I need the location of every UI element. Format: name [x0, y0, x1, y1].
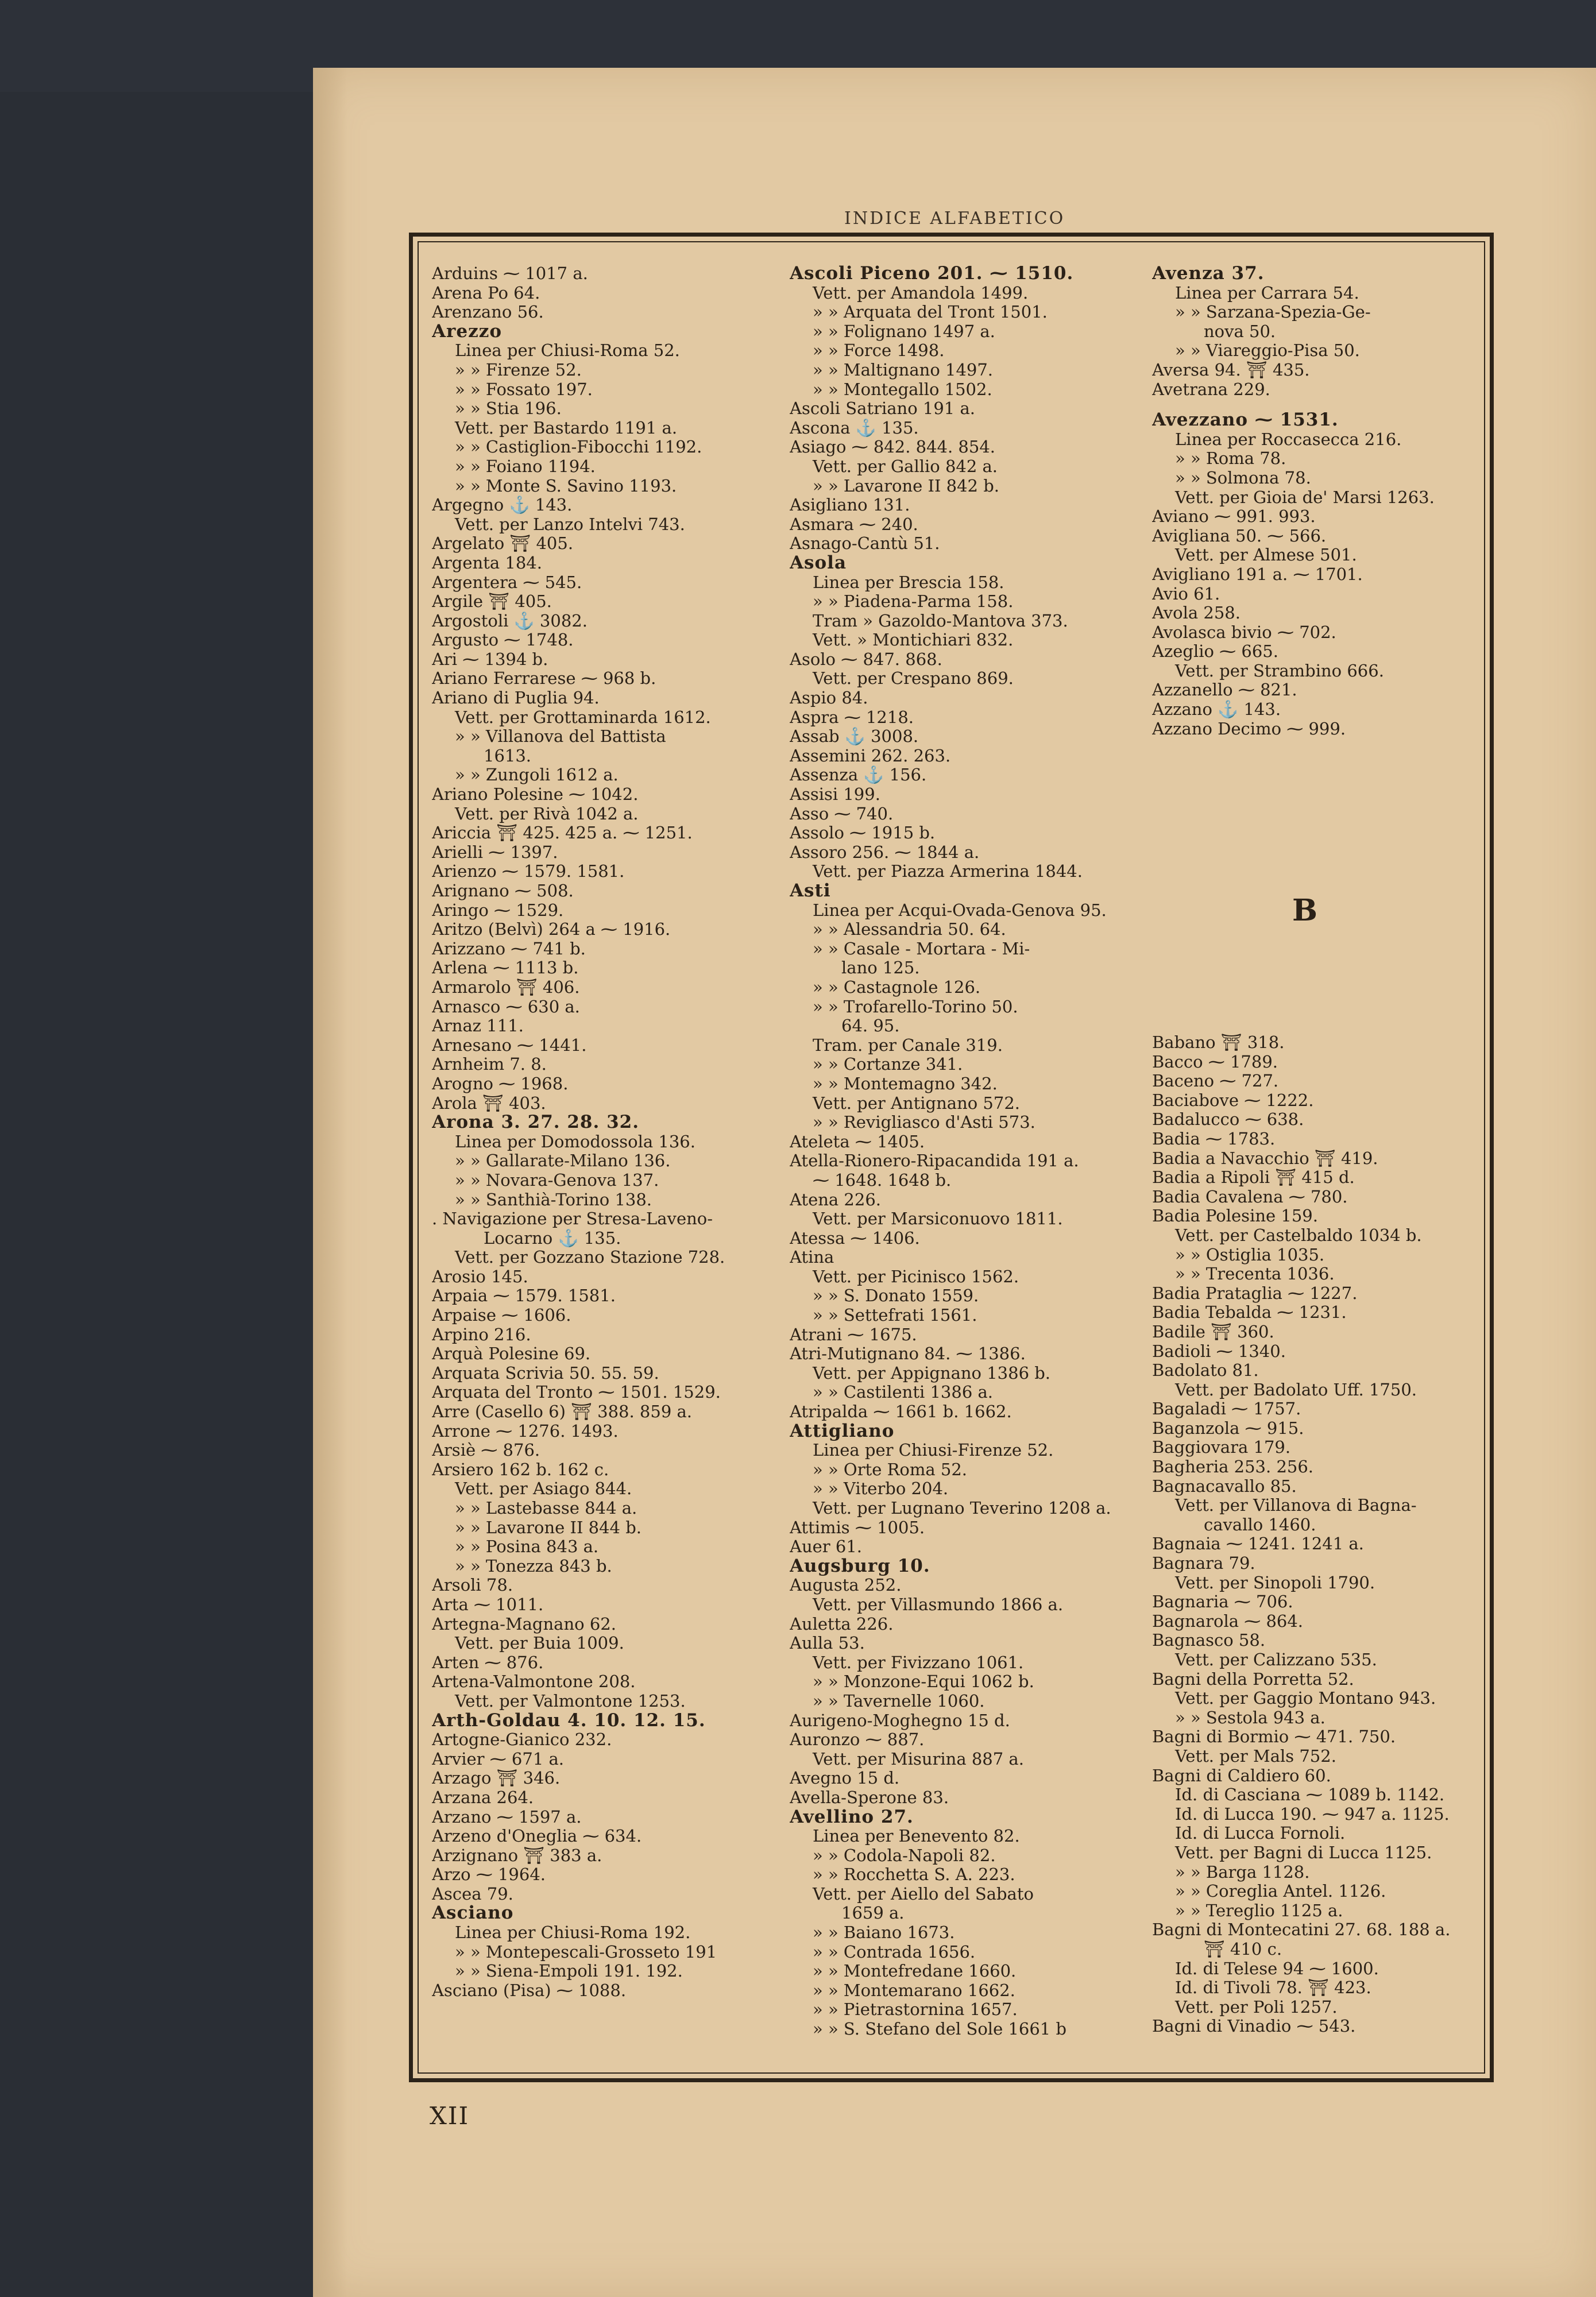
- index-entry: » » Barga 1128.: [1175, 1862, 1310, 1882]
- index-entry: Arsiero 162 b. 162 c.: [432, 1460, 609, 1479]
- index-entry: Vett. per Bastardo 1191 a.: [455, 418, 678, 438]
- index-entry: » » Ostiglia 1035.: [1175, 1245, 1325, 1264]
- index-entry: Vett. per Villanova di Bagna-: [1175, 1496, 1417, 1515]
- index-entry: » » Force 1498.: [813, 341, 945, 361]
- index-entry: Bacco ⁓ 1789.: [1152, 1052, 1278, 1072]
- index-entry: Arquà Polesine 69.: [432, 1344, 591, 1364]
- index-entry: Argegno ⚓ 143.: [432, 496, 573, 515]
- index-entry: Argusto ⁓ 1748.: [432, 631, 574, 650]
- index-entry: Argostoli ⚓ 3082.: [432, 611, 588, 631]
- index-entry: Tram. per Canale 319.: [813, 1035, 1003, 1055]
- index-entry: Baciabove ⁓ 1222.: [1152, 1091, 1314, 1110]
- index-entry: Vett. per Gozzano Stazione 728.: [455, 1248, 725, 1267]
- index-entry: Vett. per Mals 752.: [1175, 1746, 1336, 1766]
- index-entry: » » Viterbo 204.: [813, 1479, 949, 1499]
- index-entry: Arnesano ⁓ 1441.: [432, 1035, 587, 1055]
- index-entry: Avella-Sperone 83.: [790, 1788, 949, 1807]
- index-entry: Ariano Polesine ⁓ 1042.: [432, 785, 639, 805]
- index-entry: Vett. per Poli 1257.: [1175, 1997, 1338, 2017]
- index-entry: Asigliano 131.: [790, 496, 910, 515]
- section-letter-heading: B: [1292, 893, 1317, 928]
- index-entry: ⛩ 410 c.: [1204, 1939, 1282, 1959]
- index-heading-entry: Asola: [790, 553, 847, 573]
- index-entry: » » Novara-Genova 137.: [455, 1170, 659, 1190]
- index-entry: Arogno ⁓ 1968.: [432, 1074, 569, 1093]
- index-heading-entry: Avellino 27.: [790, 1807, 914, 1827]
- index-entry: » » Alessandria 50. 64.: [813, 920, 1006, 939]
- index-entry: Linea per Chiusi-Roma 52.: [455, 341, 680, 361]
- index-entry: » » Montegallo 1502.: [813, 380, 992, 399]
- index-entry: Arvier ⁓ 671 a.: [432, 1749, 565, 1769]
- index-entry: Arzago ⛩ 346.: [432, 1769, 561, 1788]
- page-gutter-shadow: [313, 68, 347, 2297]
- index-entry: 64. 95.: [841, 1016, 900, 1036]
- index-entry: Asmara ⁓ 240.: [790, 515, 918, 534]
- index-entry: Bagnasco 58.: [1152, 1631, 1266, 1650]
- index-entry: » » Contrada 1656.: [813, 1942, 976, 1962]
- index-entry: Vett. per Rivà 1042 a.: [455, 804, 639, 823]
- index-entry: Ascea 79.: [432, 1884, 513, 1904]
- index-entry: Badia ⁓ 1783.: [1152, 1129, 1276, 1148]
- index-entry: Auer 61.: [790, 1537, 862, 1557]
- index-entry: » » Coreglia Antel. 1126.: [1175, 1882, 1386, 1901]
- index-entry: Vett. » Montichiari 832.: [813, 631, 1014, 650]
- index-entry: Tram » Gazoldo-Mantova 373.: [813, 611, 1068, 631]
- index-entry: Vett. per Picinisco 1562.: [813, 1267, 1019, 1286]
- index-entry: Arosio 145.: [432, 1267, 528, 1286]
- index-entry: » » Zungoli 1612 a.: [455, 765, 619, 785]
- index-entry: » » Tereglio 1125 a.: [1175, 1901, 1343, 1920]
- index-column-2: [790, 264, 1134, 2039]
- index-entry: Ascoli Satriano 191 a.: [790, 399, 975, 419]
- index-entry: Linea per Acqui-Ovada-Genova 95.: [813, 900, 1107, 920]
- index-entry: Aviano ⁓ 991. 993.: [1152, 507, 1316, 527]
- index-entry: Badia Cavalena ⁓ 780.: [1152, 1187, 1348, 1206]
- index-entry: Avetrana 229.: [1152, 380, 1270, 399]
- index-entry: Bagaladi ⁓ 1757.: [1152, 1399, 1301, 1419]
- index-heading-entry: Avenza 37.: [1152, 264, 1265, 284]
- index-entry: » » Castilenti 1386 a.: [813, 1383, 994, 1402]
- index-entry: Avegno 15 d.: [790, 1769, 900, 1788]
- index-entry: Assoro 256. ⁓ 1844 a.: [790, 842, 980, 862]
- index-entry: » » Montemarano 1662.: [813, 1981, 1015, 2000]
- index-entry: Ascona ⚓ 135.: [790, 418, 919, 438]
- index-entry: Atri-Mutignano 84. ⁓ 1386.: [790, 1344, 1026, 1364]
- index-entry: Asciano (Pisa) ⁓ 1088.: [432, 1981, 627, 2000]
- index-entry: Assemini 262. 263.: [790, 746, 951, 765]
- index-entry: » » S. Donato 1559.: [813, 1286, 979, 1306]
- index-entry: » » Settefrati 1561.: [813, 1306, 977, 1325]
- index-entry: Id. di Casciana ⁓ 1089 b. 1142.: [1175, 1785, 1445, 1805]
- index-column-3-section-b: [1152, 1033, 1491, 2036]
- index-entry: Badalucco ⁓ 638.: [1152, 1110, 1304, 1130]
- page-number: XII: [430, 2102, 470, 2130]
- index-entry: Aurigeno-Moghegno 15 d.: [790, 1711, 1010, 1730]
- index-entry: Vett. per Crespano 869.: [813, 669, 1014, 689]
- index-entry: Arienzo ⁓ 1579. 1581.: [432, 862, 625, 881]
- index-entry: Arsoli 78.: [432, 1576, 513, 1595]
- index-entry: Arlena ⁓ 1113 b.: [432, 958, 579, 978]
- index-entry: Vett. per Badolato Uff. 1750.: [1175, 1380, 1417, 1399]
- index-heading-entry: Ascoli Piceno 201. ⁓ 1510.: [790, 264, 1074, 284]
- index-entry: Linea per Benevento 82.: [813, 1827, 1020, 1846]
- index-entry: Vett. per Marsiconuovo 1811.: [813, 1209, 1063, 1229]
- index-entry: » » Sarzana-Spezia-Ge-: [1175, 303, 1371, 322]
- index-entry: Vett. per Appignano 1386 b.: [813, 1363, 1051, 1383]
- index-entry: » » Casale - Mortara - Mi-: [813, 939, 1030, 958]
- index-entry: Assenza ⚓ 156.: [790, 765, 927, 785]
- index-entry: » » Trecenta 1036.: [1175, 1264, 1335, 1284]
- index-entry: Argentera ⁓ 545.: [432, 573, 582, 592]
- index-entry: Aspio 84.: [790, 689, 868, 708]
- index-entry: » » Stia 196.: [455, 399, 562, 419]
- index-entry: Argenta 184.: [432, 553, 542, 573]
- index-entry: » » Foiano 1194.: [455, 457, 596, 476]
- index-entry: Aulla 53.: [790, 1634, 865, 1653]
- index-entry: Arquata Scrivia 50. 55. 59.: [432, 1363, 659, 1383]
- index-entry: » » Maltignano 1497.: [813, 360, 994, 380]
- index-entry: Arzano ⁓ 1597 a.: [432, 1807, 582, 1827]
- index-entry: Baggiovara 179.: [1152, 1438, 1291, 1457]
- index-entry: Atena 226.: [790, 1190, 882, 1209]
- index-entry: » » Villanova del Battista: [455, 727, 666, 747]
- index-entry: Bagnaia ⁓ 1241. 1241 a.: [1152, 1534, 1364, 1554]
- index-entry: Vett. per Lanzo Intelvi 743.: [455, 515, 685, 534]
- index-entry: Linea per Roccasecca 216.: [1175, 430, 1402, 449]
- index-entry: . Navigazione per Stresa-Laveno-: [432, 1209, 713, 1229]
- index-entry: » » Lastebasse 844 a.: [455, 1499, 637, 1518]
- index-entry: Badia Polesine 159.: [1152, 1206, 1318, 1226]
- index-entry: » » Santhià-Torino 138.: [455, 1190, 652, 1209]
- index-entry: Assab ⚓ 3008.: [790, 727, 919, 747]
- index-entry: Bagnarola ⁓ 864.: [1152, 1611, 1304, 1631]
- index-entry: Bagni della Porretta 52.: [1152, 1669, 1354, 1689]
- index-entry: » » Castagnole 126.: [813, 977, 981, 997]
- index-entry: Avola 258.: [1152, 604, 1241, 623]
- index-entry: Bagnacavallo 85.: [1152, 1476, 1297, 1496]
- index-entry: Badia a Ripoli ⛩ 415 d.: [1152, 1168, 1355, 1188]
- index-entry: lano 125.: [841, 958, 920, 978]
- index-heading-entry: Avezzano ⁓ 1531.: [1152, 411, 1339, 430]
- index-entry: Bagnaria ⁓ 706.: [1152, 1592, 1293, 1612]
- index-entry: » » Sestola 943 a.: [1175, 1708, 1326, 1727]
- index-entry: nova 50.: [1204, 322, 1276, 341]
- index-entry: » » Tonezza 843 b.: [455, 1556, 612, 1576]
- index-entry: Linea per Chiusi-Firenze 52.: [813, 1441, 1054, 1460]
- index-entry: Augusta 252.: [790, 1576, 902, 1595]
- index-entry: Artogne-Gianico 232.: [432, 1730, 612, 1750]
- index-entry: » » Rocchetta S. A. 223.: [813, 1865, 1015, 1885]
- index-entry: Arpaise ⁓ 1606.: [432, 1306, 571, 1325]
- index-entry: Arnaz 111.: [432, 1016, 524, 1036]
- index-entry: Azzano Decimo ⁓ 999.: [1152, 719, 1346, 738]
- index-entry: » » Monte S. Savino 1193.: [455, 476, 677, 496]
- index-entry: Arrone ⁓ 1276. 1493.: [432, 1421, 619, 1441]
- index-entry: Vett. per Aiello del Sabato: [813, 1884, 1034, 1904]
- index-column-3: [1152, 264, 1491, 738]
- index-entry: » » Lavarone II 844 b.: [455, 1518, 642, 1537]
- index-heading-entry: Arth-Goldau 4. 10. 12. 15.: [432, 1711, 706, 1731]
- index-entry: Arpaia ⁓ 1579. 1581.: [432, 1286, 616, 1306]
- index-entry: Vett. per Amandola 1499.: [813, 283, 1029, 303]
- index-entry: Linea per Chiusi-Roma 192.: [455, 1923, 691, 1943]
- index-entry: Atina: [790, 1248, 834, 1267]
- index-entry: Arizzano ⁓ 741 b.: [432, 939, 586, 958]
- index-entry: » » Monzone-Equi 1062 b.: [813, 1672, 1034, 1692]
- index-entry: Arnasco ⁓ 630 a.: [432, 997, 580, 1016]
- index-entry: Auronzo ⁓ 887.: [790, 1730, 925, 1750]
- index-entry: Bagni di Bormio ⁓ 471. 750.: [1152, 1727, 1396, 1747]
- index-entry: Artegna-Magnano 62.: [432, 1614, 616, 1634]
- index-entry: Vett. per Sinopoli 1790.: [1175, 1573, 1375, 1592]
- index-entry: Badia Prataglia ⁓ 1227.: [1152, 1283, 1358, 1303]
- index-entry: [1152, 399, 1491, 411]
- index-entry: Bagni di Montecatini 27. 68. 188 a.: [1152, 1920, 1451, 1940]
- index-entry: Arta ⁓ 1011.: [432, 1595, 544, 1614]
- index-heading-entry: Arezzo: [432, 322, 502, 342]
- index-entry: Bagnara 79.: [1152, 1554, 1255, 1573]
- index-entry: » » Castiglion-Fibocchi 1192.: [455, 438, 702, 457]
- index-entry: Arpino 216.: [432, 1325, 531, 1344]
- index-entry: Vett. per Gioia de' Marsi 1263.: [1175, 488, 1435, 507]
- index-entry: Babano ⛩ 318.: [1152, 1033, 1285, 1052]
- index-entry: Vett. per Strambino 666.: [1175, 661, 1384, 680]
- index-entry: Vett. per Valmontone 1253.: [455, 1691, 686, 1711]
- index-entry: Vett. per Castelbaldo 1034 b.: [1175, 1225, 1422, 1245]
- index-entry: Arnheim 7. 8.: [432, 1055, 547, 1074]
- index-entry: 1659 a.: [841, 1904, 905, 1923]
- index-entry: Atripalda ⁓ 1661 b. 1662.: [790, 1402, 1012, 1422]
- index-entry: Arola ⛩ 403.: [432, 1093, 546, 1113]
- index-entry: » » Fossato 197.: [455, 380, 593, 399]
- index-entry: Arzeno d'Oneglia ⁓ 634.: [432, 1827, 642, 1846]
- index-entry: Badile ⛩ 360.: [1152, 1322, 1274, 1341]
- index-heading-entry: Arona 3. 27. 28. 32.: [432, 1113, 640, 1132]
- index-entry: Ari ⁓ 1394 b.: [432, 649, 548, 669]
- index-entry: Vett. per Piazza Armerina 1844.: [813, 862, 1083, 881]
- index-entry: Aversa 94. ⛩ 435.: [1152, 360, 1310, 380]
- index-entry: » » Firenze 52.: [455, 360, 582, 380]
- index-entry: Arenzano 56.: [432, 303, 544, 322]
- index-heading-entry: Attigliano: [790, 1421, 895, 1441]
- index-entry: » » Pietrastornina 1657.: [813, 2000, 1018, 2020]
- index-heading-entry: Asciano: [432, 1904, 514, 1924]
- index-entry: Atrani ⁓ 1675.: [790, 1325, 917, 1344]
- index-entry: cavallo 1460.: [1204, 1515, 1316, 1534]
- index-column-1: [432, 264, 776, 2000]
- index-entry: Armarolo ⛩ 406.: [432, 977, 580, 997]
- index-entry: Ateleta ⁓ 1405.: [790, 1132, 925, 1151]
- index-entry: Ariccia ⛩ 425. 425 a. ⁓ 1251.: [432, 823, 693, 843]
- index-entry: Arsiè ⁓ 876.: [432, 1441, 540, 1460]
- index-entry: » » Montemagno 342.: [813, 1074, 998, 1093]
- index-entry: Auletta 226.: [790, 1614, 894, 1634]
- index-entry: Baganzola ⁓ 915.: [1152, 1418, 1304, 1438]
- index-entry: Arzana 264.: [432, 1788, 534, 1807]
- index-entry: Vett. per Misurina 887 a.: [813, 1749, 1024, 1769]
- index-entry: Assolo ⁓ 1915 b.: [790, 823, 936, 843]
- index-entry: ⁓ 1648. 1648 b.: [813, 1170, 952, 1190]
- index-entry: Avigliano 191 a. ⁓ 1701.: [1152, 564, 1363, 584]
- index-entry: Linea per Carrara 54.: [1175, 283, 1359, 303]
- index-entry: » » Baiano 1673.: [813, 1923, 955, 1943]
- index-entry: Avio 61.: [1152, 584, 1220, 604]
- index-entry: Aritzo (Belvì) 264 a ⁓ 1916.: [432, 920, 671, 939]
- index-entry: » » Gallarate-Milano 136.: [455, 1151, 671, 1171]
- index-entry: » » Piadena-Parma 158.: [813, 592, 1014, 612]
- index-entry: » » S. Stefano del Sole 1661 b: [813, 2020, 1067, 2039]
- index-entry: Argelato ⛩ 405.: [432, 534, 574, 554]
- index-entry: Badia Tebalda ⁓ 1231.: [1152, 1303, 1347, 1322]
- index-entry: Vett. per Antignano 572.: [813, 1093, 1020, 1113]
- index-entry: Locarno ⚓ 135.: [484, 1228, 621, 1248]
- index-entry: Vett. per Asiago 844.: [455, 1479, 632, 1499]
- index-entry: Id. di Lucca Fornoli.: [1175, 1824, 1346, 1843]
- index-entry: Id. di Lucca 190. ⁓ 947 a. 1125.: [1175, 1804, 1450, 1824]
- index-entry: Vett. per Calizzano 535.: [1175, 1650, 1377, 1669]
- index-entry: » » Tavernelle 1060.: [813, 1691, 985, 1711]
- index-heading-entry: Asti: [790, 881, 831, 901]
- index-entry: » » Viareggio-Pisa 50.: [1175, 341, 1360, 361]
- index-entry: » » Roma 78.: [1175, 449, 1286, 469]
- index-entry: Linea per Brescia 158.: [813, 573, 1004, 592]
- index-entry: Avigliana 50. ⁓ 566.: [1152, 526, 1327, 546]
- index-entry: Vett. per Bagni di Lucca 1125.: [1175, 1843, 1432, 1862]
- index-entry: » » Siena-Empoli 191. 192.: [455, 1962, 683, 1981]
- index-entry: Arzo ⁓ 1964.: [432, 1865, 546, 1885]
- index-entry: Ariano Ferrarese ⁓ 968 b.: [432, 669, 656, 689]
- index-entry: Badolato 81.: [1152, 1361, 1259, 1380]
- index-entry: Badioli ⁓ 1340.: [1152, 1341, 1286, 1361]
- index-entry: Assisi 199.: [790, 785, 880, 805]
- index-entry: Asso ⁓ 740.: [790, 804, 894, 823]
- index-entry: » » Montepescali-Grosseto 191: [455, 1942, 717, 1962]
- index-entry: Azeglio ⁓ 665.: [1152, 642, 1278, 662]
- index-entry: Vett. per Grottaminarda 1612.: [455, 707, 711, 727]
- index-entry: Aspra ⁓ 1218.: [790, 707, 914, 727]
- index-entry: Arzignano ⛩ 383 a.: [432, 1846, 602, 1865]
- index-entry: Arielli ⁓ 1397.: [432, 842, 558, 862]
- index-entry: Vett. per Lugnano Teverino 1208 a.: [813, 1499, 1111, 1518]
- index-entry: » » Montefredane 1660.: [813, 1962, 1017, 1981]
- index-entry: Azzanello ⁓ 821.: [1152, 680, 1297, 700]
- index-entry: Linea per Domodossola 136.: [455, 1132, 695, 1151]
- index-entry: Avolasca bivio ⁓ 702.: [1152, 622, 1336, 642]
- index-entry: » » Folignano 1497 a.: [813, 322, 995, 341]
- running-head: INDICE ALFABETICO: [844, 208, 1065, 229]
- index-entry: Argile ⛩ 405.: [432, 592, 552, 612]
- index-entry: Bagni di Vinadio ⁓ 543.: [1152, 2017, 1356, 2036]
- index-entry: » » Revigliasco d'Asti 573.: [813, 1113, 1035, 1132]
- index-entry: Arignano ⁓ 508.: [432, 881, 574, 900]
- index-entry: » » Trofarello-Torino 50.: [813, 997, 1018, 1016]
- index-entry: Atessa ⁓ 1406.: [790, 1228, 920, 1248]
- index-entry: Id. di Telese 94 ⁓ 1600.: [1175, 1959, 1379, 1978]
- index-entry: Badia a Navacchio ⛩ 419.: [1152, 1148, 1378, 1168]
- index-entry: Bagni di Caldiero 60.: [1152, 1766, 1331, 1785]
- index-entry: Atella-Rionero-Ripacandida 191 a.: [790, 1151, 1079, 1171]
- index-entry: Vett. per Gallio 842 a.: [813, 457, 998, 476]
- index-entry: Bagheria 253. 256.: [1152, 1457, 1314, 1477]
- index-entry: Ariano di Puglia 94.: [432, 689, 600, 708]
- index-entry: Vett. per Gaggio Montano 943.: [1175, 1689, 1436, 1708]
- index-entry: Arena Po 64.: [432, 283, 540, 303]
- index-entry: 1613.: [484, 746, 532, 765]
- index-entry: » » Lavarone II 842 b.: [813, 476, 1000, 496]
- index-entry: » » Codola-Napoli 82.: [813, 1846, 996, 1865]
- index-entry: » » Cortanze 341.: [813, 1055, 963, 1074]
- index-entry: Azzano ⚓ 143.: [1152, 700, 1281, 720]
- index-entry: » » Orte Roma 52.: [813, 1460, 968, 1479]
- index-entry: » » Posina 843 a.: [455, 1537, 599, 1557]
- index-entry: Baceno ⁓ 727.: [1152, 1072, 1279, 1091]
- index-entry: Arre (Casello 6) ⛩ 388. 859 a.: [432, 1402, 692, 1422]
- index-entry: Asolo ⁓ 847. 868.: [790, 649, 942, 669]
- index-entry: Vett. per Fivizzano 1061.: [813, 1653, 1024, 1672]
- index-entry: Vett. per Almese 501.: [1175, 546, 1357, 565]
- index-entry: » » Arquata del Tront 1501.: [813, 303, 1048, 322]
- index-entry: Attimis ⁓ 1005.: [790, 1518, 925, 1537]
- index-entry: Asnago-Cantù 51.: [790, 534, 940, 554]
- index-entry: Id. di Tivoli 78. ⛩ 423.: [1175, 1978, 1371, 1998]
- index-entry: Vett. per Buia 1009.: [455, 1634, 624, 1653]
- index-entry: Asiago ⁓ 842. 844. 854.: [790, 438, 995, 457]
- index-entry: » » Solmona 78.: [1175, 468, 1311, 488]
- index-entry: Vett. per Villasmundo 1866 a.: [813, 1595, 1064, 1614]
- index-entry: Arten ⁓ 876.: [432, 1653, 544, 1672]
- index-entry: Arduins ⁓ 1017 a.: [432, 264, 588, 283]
- index-entry: Arquata del Tronto ⁓ 1501. 1529.: [432, 1383, 721, 1402]
- index-entry: Aringo ⁓ 1529.: [432, 900, 564, 920]
- index-entry: Artena-Valmontone 208.: [432, 1672, 636, 1692]
- index-heading-entry: Augsburg 10.: [790, 1556, 930, 1576]
